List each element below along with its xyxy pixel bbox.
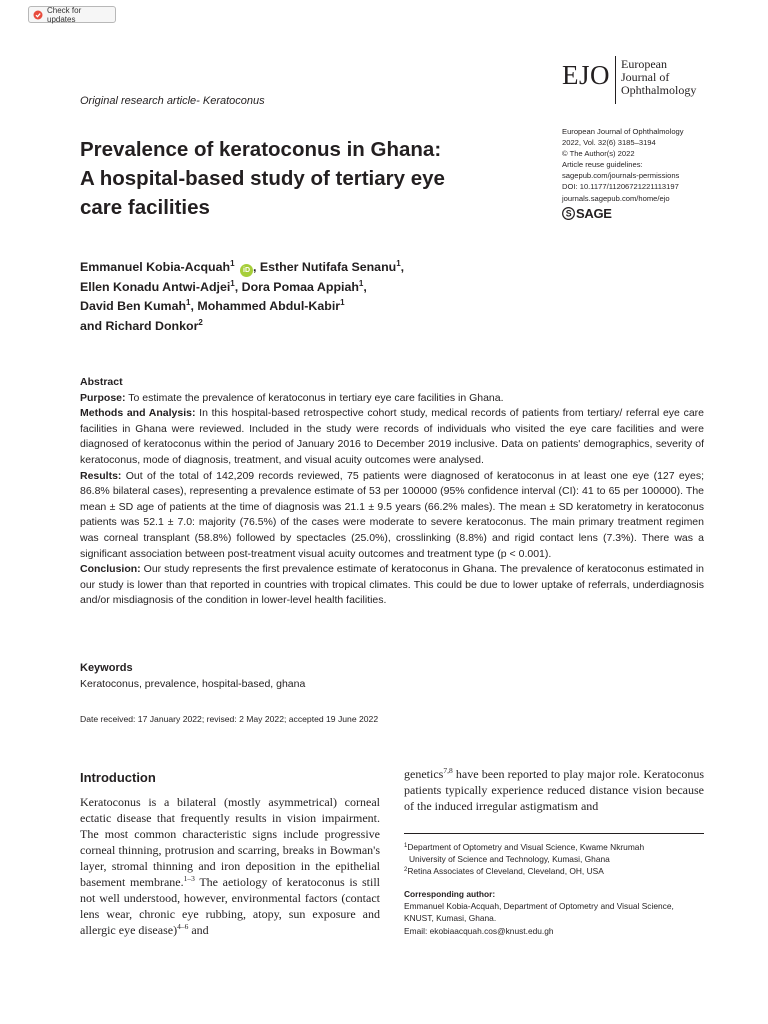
affiliation-text: Department of Optometry and Visual Science, Kwame Nkrumah	[407, 842, 645, 852]
check-updates-icon	[33, 10, 43, 20]
footnote-divider	[404, 833, 704, 834]
affiliation-text: Retina Associates of Cleveland, Cleveland, OH, USA	[407, 866, 604, 876]
corresponding-author	[404, 888, 704, 937]
meta-journal: European Journal of Ophthalmology	[562, 127, 684, 136]
author-name: , Mohammed Abdul-Kabir	[190, 299, 341, 313]
author-name: and Richard Donkor	[80, 318, 199, 333]
article-title	[80, 135, 520, 222]
corresponding-heading: Corresponding author:	[404, 889, 496, 899]
abstract	[80, 375, 704, 609]
conclusion-text: Our study represents the first prevalence estimate of keratoconus in Ghana. The prevalence of keratoconus estimated in our study is lower than that reported in countries with tropical climates. This could be due to lower uptake of referrals, underdiagnosis and/or misdiagnosis of the condition in lower-level health facilities.	[80, 563, 704, 607]
intro-text: Keratoconus is a bilateral (mostly asymmetrical) corneal ectatic disease that frequently results in vision impairment. The most common characteristic signs include progressive corneal thinning, protrusion and scarring, breaks in Bowman's layer, stromal thinning and iron deposition in the epithelial basement membrane.	[80, 795, 380, 889]
corresponding-email[interactable]: Email: ekobiaacquah.cos@knust.edu.gh	[404, 925, 554, 936]
abstract-conclusion	[80, 562, 704, 609]
meta-volume: 2022, Vol. 32(6) 3185–3194	[562, 138, 656, 148]
author-name: , Dora Pomaa Appiah	[234, 279, 359, 294]
affil-ref: 1	[340, 298, 345, 307]
abstract-heading: Abstract	[80, 376, 123, 388]
affiliation-text: University of Science and Technology, Kumasi, Ghana	[409, 854, 610, 864]
affil-ref: 1	[230, 278, 235, 288]
intro-text: have been reported to play major role. Keratoconus patients typically experience reduced distance vision because of the induced irregular astigmatism and	[404, 767, 704, 813]
citation-ref[interactable]: 7,8	[443, 766, 453, 775]
logo-divider	[615, 56, 616, 104]
article-type: Original research article- Keratoconus	[80, 95, 265, 107]
title-line: A hospital-based study of tertiary eye	[80, 167, 445, 190]
author-name: David Ben Kumah	[80, 299, 187, 313]
purpose-text: To estimate the prevalence of keratoconus in tertiary eye care facilities in Ghana.	[125, 391, 504, 404]
check-updates-label: Check for updates	[47, 5, 82, 24]
journal-logo	[562, 56, 696, 106]
author-name: , Esther Nutifafa Senanu	[253, 260, 397, 274]
journal-name-line: Ophthalmology	[621, 83, 697, 97]
title-line: Prevalence of keratoconus in Ghana:	[80, 138, 442, 161]
results-text: Out of the total of 142,209 records reviewed, 75 patients were diagnosed of keratoconus in at least one eye (127 eyes; 86.8% bilateral cases), representing a prevalence estimate of 53 per 100000 (95% confidence interval (CI): 41 to 65 per 100000). The mean ± SD age of patients at the time of diagnosis was 21.1 ± 9.5 years (66.2% males). The mean ± SD keratometry in keratoconus patients was 52.1 ± 7.0: majority (76.5%) of the cases were moderate to severe keratoconus. The main primary treatment regimen was corneal transplant (58.8%) followed by spectacles (25.0%), crosslinking (8.8%) and rigid contact lens (7.3%). There was a significant association between post-treatment visual acuity outcomes and treatment type (p < 0.001).	[80, 469, 704, 560]
journal-name-line: Journal of	[621, 70, 670, 84]
intro-text: genetics	[404, 767, 444, 781]
author-name: Emmanuel Kobia-Acquah	[80, 260, 231, 274]
introduction-right-column	[404, 766, 704, 814]
author-name: Ellen Konadu Antwi-Adjei	[80, 279, 231, 294]
affil-marker: 2	[404, 867, 408, 873]
methods-label: Methods and Analysis:	[80, 407, 196, 420]
meta-reuse: Article reuse guidelines:	[562, 160, 643, 170]
corresponding-line: KNUST, Kumasi, Ghana.	[404, 913, 497, 924]
keywords-section	[80, 660, 704, 692]
journal-name-line: European	[621, 57, 667, 71]
meta-copyright: © The Author(s) 2022	[562, 149, 635, 159]
abstract-methods	[80, 406, 704, 468]
intro-text: and	[188, 923, 209, 937]
abstract-results	[80, 469, 704, 563]
affil-marker: 1	[404, 843, 408, 849]
meta-homepage-link[interactable]: journals.sagepub.com/home/ejo	[562, 193, 670, 203]
meta-permissions-link[interactable]: sagepub.com/journals-permissions	[562, 171, 680, 181]
keywords-text: Keratoconus, prevalence, hospital-based, ghana	[80, 678, 306, 690]
abstract-purpose	[80, 391, 704, 407]
check-for-updates-badge[interactable]	[28, 6, 116, 23]
citation-ref[interactable]: 1–3	[183, 874, 195, 883]
corresponding-line: Emmanuel Kobia-Acquah, Department of Optometry and Visual Science,	[404, 901, 674, 912]
title-line: care facilities	[80, 196, 210, 219]
affil-ref: 1	[186, 298, 191, 307]
purpose-label: Purpose:	[80, 391, 126, 404]
results-label: Results:	[80, 469, 122, 482]
affil-ref: 1	[230, 259, 235, 268]
introduction-left-column	[80, 794, 380, 938]
journal-abbr: EJO	[562, 60, 610, 90]
svg-text:S: S	[565, 208, 572, 219]
affiliations	[404, 841, 704, 877]
date-received: Date received: 17 January 2022; revised: 2 May 2022; accepted 19 June 2022	[80, 714, 379, 724]
intro-text: The aetiology of keratoconus is still not well understood, however, environmental factors (contact lens wear, chronic eye rubbing, atopy, sun exposure and allergic eye disease)	[80, 875, 380, 937]
orcid-icon[interactable]: iD	[240, 264, 253, 277]
author-list: Emmanuel Kobia-Acquah$^1$ iD , Esther Nutifafa Senanu$^1$, Ellen Konadu Antwi-Adjei$^1$, Dora Pomaa Appiah$^1$, David Ben Kumah$^1$, Mohammed Abdul-Kabir$^1$ and Richard Donkor$^2$	[80, 259, 405, 333]
citation-ref[interactable]: 4–6	[177, 922, 189, 931]
affil-ref: 1	[358, 278, 364, 288]
affil-ref: 2	[198, 317, 203, 327]
meta-doi[interactable]: DOI: 10.1177/11206721221113197	[562, 182, 679, 192]
affil-ref: 1	[396, 259, 401, 268]
journal-fullname	[621, 58, 696, 97]
keywords-heading: Keywords	[80, 662, 133, 674]
publisher-name: SAGE	[576, 206, 612, 221]
introduction-heading: Introduction	[80, 770, 156, 785]
publisher-logo	[562, 206, 612, 221]
methods-text: In this hospital-based retrospective cohort study, medical records of patients from tertiary/ referral eye care facilities in Ghana were reviewed. Included in the study were records of individuals who visited the eye care facilities and were diagnosed of keratoconus within the period of January 2016 to December 2019 inclusive. Data on patients' demographics, severity of keratoconus, mode of diagnosis, treatment, and visual acuity outcomes were analysed.	[80, 407, 704, 466]
sage-icon	[562, 207, 575, 220]
journal-meta	[562, 126, 684, 204]
conclusion-label: Conclusion:	[80, 563, 141, 576]
